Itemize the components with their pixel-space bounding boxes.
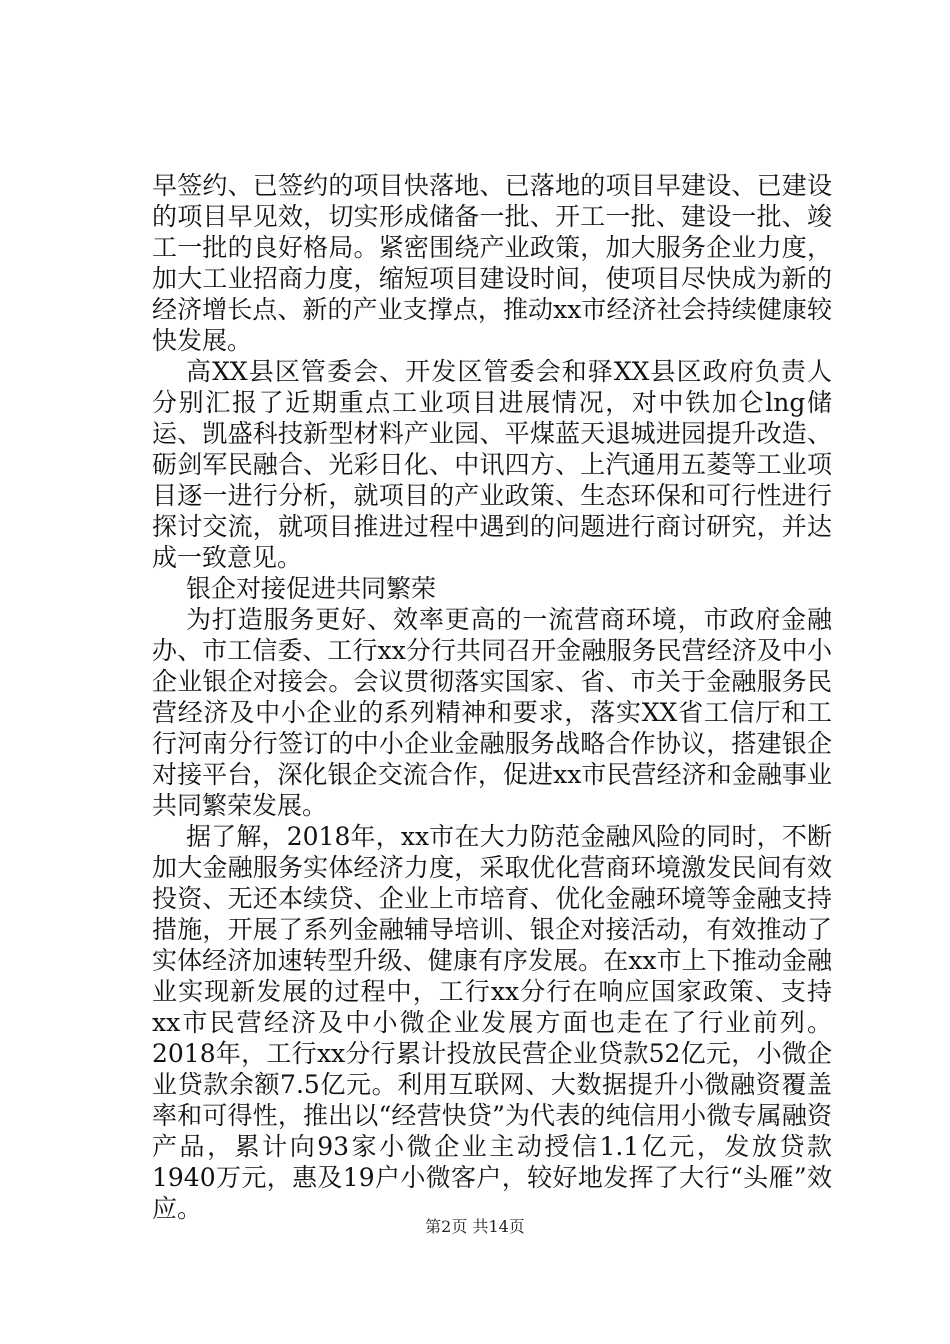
paragraph-financing-meeting: 为打造服务更好、效率更高的一流营商环境，市政府金融办、市工信委、工行xx分行共同召开金融服务民营经济及中小企业银企对接会。会议贯彻落实国家、省、市关于金融服务民营经济及中小企业的系列精神和要求，落实XX省工信厅和工行河南分行签订的中小企业金融服务战略合作协议，搭建银企对接平台，深化银企交流合作，促进xx市民营经济和金融事业共同繁荣发展。 <box>152 605 832 820</box>
document-body <box>152 170 832 1224</box>
paragraph-project-progress: 早签约、已签约的项目快落地、已落地的项目早建设、已建设的项目早见效，切实形成储备一批、开工一批、建设一批、竣工一批的良好格局。紧密围绕产业政策，加大服务企业力度，加大工业招商力度，缩短项目建设时间，使项目尽快成为新的经济增长点、新的产业支撑点，推动xx市经济社会持续健康较快发展。 <box>152 171 832 355</box>
paragraph-financial-results: 据了解，2018年，xx市在大力防范金融风险的同时，不断加大金融服务实体经济力度，采取优化营商环境激发民间有效投资、无还本续贷、企业上市培育、优化金融环境等金融支持措施，开展了系列金融辅导培训、银企对接活动，有效推动了实体经济加速转型升级、健康有序发展。在xx市上下推动金融业实现新发展的过程中，工行xx分行在响应国家政策、支持xx市民营经济及中小微企业发展方面也走在了行业前列。2018年，工行xx分行累计投放民营企业贷款52亿元，小微企业贷款余额7.5亿元。利用互联网、大数据提升小微融资覆盖率和可得性，推出以“经营快贷”为代表的纯信用小微专属融资产品，累计向93家小微企业主动授信1.1亿元，发放贷款1940万元，惠及19户小微客户，较好地发挥了大行“头雁”效应。 <box>152 822 832 1223</box>
paragraph-district-reports: 高XX县区管委会、开发区管委会和驿XX县区政府负责人分别汇报了近期重点工业项目进展情况，对中铁加仑lng储运、凯盛科技新型材料产业园、平煤蓝天退城进园提升改造、砺剑军民融合、光彩日化、中讯四方、上汽通用五菱等工业项目逐一进行分析，就项目的产业政策、生态环保和可行性进行探讨交流，就项目推进过程中遇到的问题进行商讨研究，并达成一致意见。 <box>152 357 832 572</box>
page-number-footer: 第2页 共14页 <box>425 1217 525 1236</box>
section-heading-bank-enterprise: 银企对接促进共同繁荣 <box>186 574 437 603</box>
